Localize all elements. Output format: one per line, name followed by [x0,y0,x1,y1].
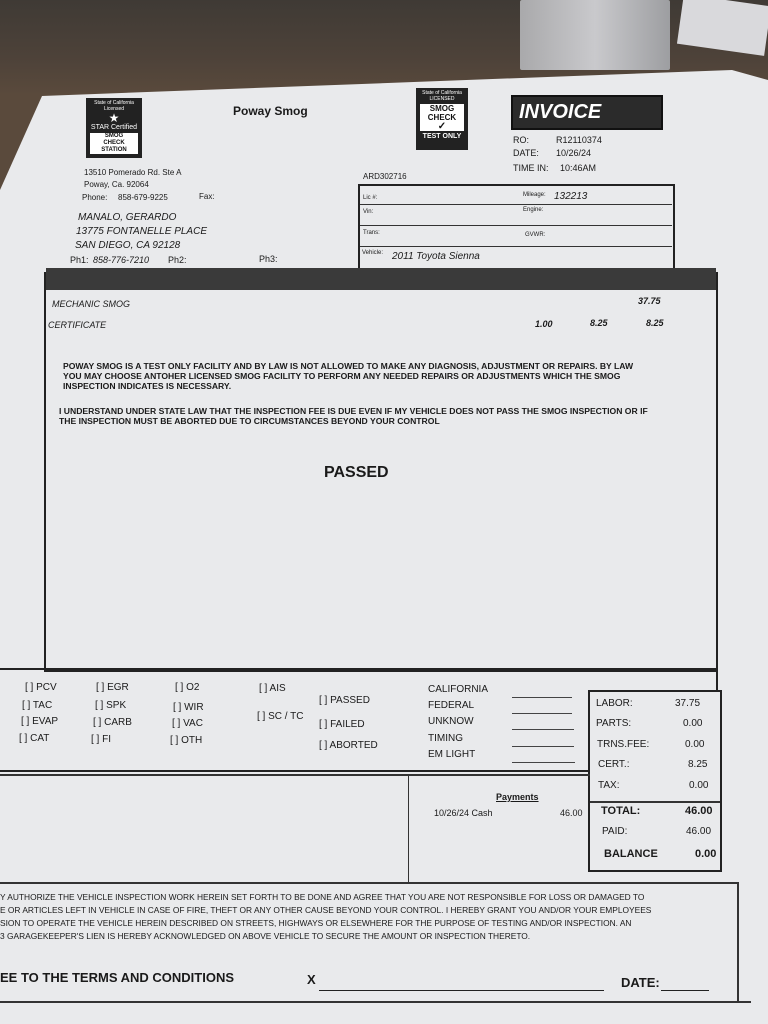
check-tac[interactable]: [ ] TAC [22,700,53,711]
customer-name: MANALO, GERARDO [78,212,177,223]
ro-value: R12110374 [556,135,602,145]
check-passed[interactable]: [ ] PASSED [319,695,370,706]
tax-label: TAX: [598,780,620,791]
cert-type-timing: TIMING [428,733,463,744]
check-pcv[interactable]: [ ] PCV [25,682,57,693]
background-metal-stand [520,0,670,70]
lic-label: Lic #: [363,195,378,201]
star-certified-logo: State of California Licensed ★ STAR Certified SMOG CHECK STATION [86,98,142,158]
payment-amount: 46.00 [560,808,583,818]
check-carb[interactable]: [ ] CARB [93,717,132,728]
signature-x: X [307,972,316,987]
paid-value: 46.00 [686,826,712,837]
parts-label: PARTS: [596,718,632,729]
ph1-label: Ph1: [70,255,89,265]
trns-fee-label: TRNS.FEE: [597,739,650,750]
inspection-result: PASSED [324,464,389,481]
ard-number: ARD302716 [363,172,407,181]
check-egr[interactable]: [ ] EGR [96,682,129,693]
check-sc-tc[interactable]: [ ] SC / TC [257,711,304,722]
check-wir[interactable]: [ ] WIR [173,702,204,713]
check-cat[interactable]: [ ] CAT [19,733,50,744]
parts-value: 0.00 [683,718,703,729]
invoice-title: INVOICE [511,95,663,130]
ph2-label: Ph2: [168,255,187,265]
gvwr-label: GVWR: [525,232,546,238]
engine-label: Engine: [523,207,544,213]
trns-fee-value: 0.00 [685,739,705,750]
header-bar [46,268,716,290]
vehicle-label: Vehicle: [362,250,384,256]
date-label: DATE: [513,148,539,158]
shop-phone: 858-679-9225 [118,193,168,202]
line-total-2: 8.25 [646,318,664,328]
check-failed[interactable]: [ ] FAILED [319,719,365,730]
check-o2[interactable]: [ ] O2 [175,682,200,693]
time-label: TIME IN: [513,163,549,173]
check-aborted[interactable]: [ ] ABORTED [319,740,378,751]
time-value: 10:46AM [560,163,597,173]
date-value: 10/26/24 [556,148,592,158]
vehicle-model: 2011 Toyota Sienna [392,251,480,262]
ph3-label: Ph3: [259,254,278,264]
shop-city: Poway, Ca. 92064 [84,180,149,189]
trans-label: Trans: [363,230,380,236]
smog-check-test-only-logo: State of California LICENSED SMOG CHECK ✓ TEST ONLY [416,88,468,150]
date-line[interactable] [661,990,709,991]
agree-terms: EE TO THE TERMS AND CONDITIONS [0,970,235,985]
test-only-notice: POWAY SMOG IS A TEST ONLY FACILITY AND BY LAW IS NOT ALLOWED TO MAKE ANY DIAGNOSIS, ADJUSTMENT OR REPAIRS. BY LAW YOU MAY CHOOSE ANTOHER LICENSED SMOG FACILITY TO PERFORM ANY NEEDED REPAIRS OR ADJUSTMENTS WHICH THE SMOG INSPECTION INDICATES IS NECESSARY. [63,361,634,391]
fee-notice: I UNDERSTAND UNDER STATE LAW THAT THE INSPECTION FEE IS DUE EVEN IF MY VEHICLE DOES NOT PASS THE SMOG INSPECTION OR IF THE INSPECTION MUST BE ABORTED DUE TO CIRCUMSTANCES BEYOND YOUR CONTROL [59,406,648,426]
tax-value: 0.00 [689,780,709,791]
terms-line-3: SION TO OPERATE THE VEHICLE HEREIN DESCRIBED ON STREETS, HIGHWAYS OR ELSEWHERE FOR THE PURPOSE OF TESTING AND/OR INSPECTION. AN [0,918,632,928]
fax-label: Fax: [199,192,215,201]
cert-type-em-light: EM LIGHT [428,749,476,760]
shop-address: 13510 Pomerado Rd. Ste A [84,168,182,177]
shop-name: Poway Smog [233,104,308,118]
check-oth[interactable]: [ ] OTH [170,735,203,746]
line-qty-2: 1.00 [535,319,553,329]
total-label: TOTAL: [601,805,641,817]
line-price-2: 8.25 [590,318,608,328]
total-value: 46.00 [685,805,713,817]
vin-label: Vin: [363,209,374,215]
check-ais[interactable]: [ ] AIS [259,683,286,694]
footer-date-label: DATE: [621,975,660,990]
paid-label: PAID: [602,826,628,837]
line-desc-2: CERTIFICATE [48,320,107,330]
payments-title: Payments [496,792,539,802]
customer-street: 13775 FONTANELLE PLACE [76,226,207,237]
cert-label: CERT.: [598,759,630,770]
check-vac[interactable]: [ ] VAC [172,718,203,729]
payment-entry: 10/26/24 Cash [434,808,493,818]
terms-line-4: 3 GARAGEKEEPER'S LIEN IS HEREBY ACKNOWLEDGED ON ABOVE VEHICLE TO SECURE THE AMOUNT OR INSPECTION THERETO. [0,931,531,941]
line-total-1: 37.75 [638,296,661,306]
balance-value: 0.00 [695,848,717,860]
terms-line-1: Y AUTHORIZE THE VEHICLE INSPECTION WORK HEREIN SET FORTH TO BE DONE AND AGREE THAT YOU ARE NOT RESPONSIBLE FOR LOSS OR DAMAGED TO [0,892,645,902]
signature-line[interactable] [319,990,604,991]
terms-line-2: E OR ARTICLES LEFT IN VEHICLE IN CASE OF FIRE, THEFT OR ANY OTHER CAUSE BEYOND YOUR CONTROL. I HEREBY GRANT YOU AND/OR YOUR EMPLOYEES [0,905,652,915]
ro-label: RO: [513,135,530,145]
check-evap[interactable]: [ ] EVAP [21,716,59,727]
check-spk[interactable]: [ ] SPK [95,700,127,711]
cert-type-unknow: UNKNOW [428,716,474,727]
customer-city: SAN DIEGO, CA 92128 [75,240,181,251]
cert-type-federal: FEDERAL [428,700,475,711]
mileage-value: 132213 [554,191,588,202]
line-desc-1: MECHANIC SMOG [52,299,131,309]
check-fi[interactable]: [ ] FI [91,734,111,745]
cert-value: 8.25 [688,759,708,770]
labor-label: LABOR: [596,698,633,709]
cert-type-california: CALIFORNIA [428,684,489,695]
mileage-label: Mileage: [523,192,546,198]
balance-label: BALANCE [604,848,658,860]
ph1-value: 858-776-7210 [93,255,150,265]
phone-label: Phone: [82,193,108,202]
labor-value: 37.75 [675,698,701,709]
